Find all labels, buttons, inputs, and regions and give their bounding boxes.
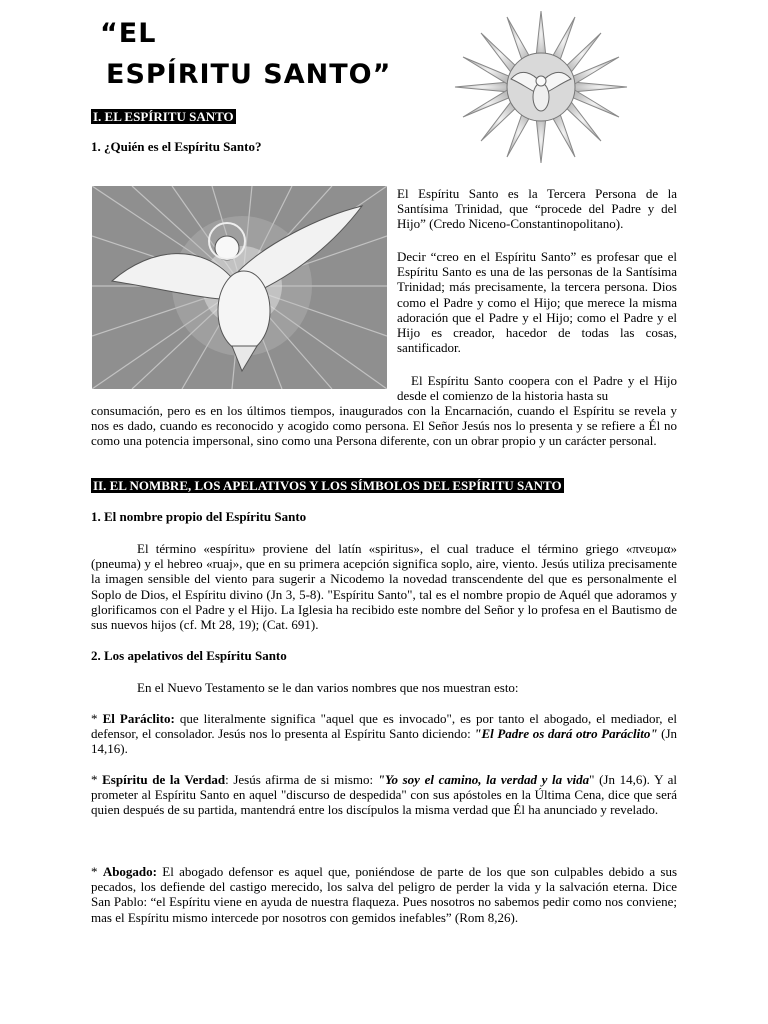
section-1-heading: I. EL ESPÍRITU SANTO [93, 109, 234, 124]
title-line-1: “EL [100, 18, 157, 49]
abogado-item [91, 864, 677, 925]
section-2-subheading-1: 1. El nombre propio del Espíritu Santo [91, 509, 307, 524]
abogado-bullet: * [91, 864, 103, 879]
section-1-question: 1. ¿Quién es el Espíritu Santo? [91, 139, 262, 154]
paraclito-text: que literalmente significa "aquel que es invocado", es por tanto el abogado, el mediador, el defensor, el consolador. Jesús nos lo presenta al Espíritu Santo diciendo: [91, 711, 677, 742]
abogado-text: El abogado defensor es aquel que, poniéndose de parte de los que son culpables debido a sus pecados, los defiende del castigo merecido, los salva del peligro de perder la vida y la salvación eterna. Dice San Pablo: “el Espíritu viene en ayuda de nuestra flaqueza. Pues nosotros no sabemos pedir como nos conviene; mas el Espíritu mismo intercede por nosotros con gemidos inefables” (Rom 8,26). [91, 864, 678, 925]
paraclito-term: El Paráclito: [102, 711, 175, 726]
verdad-item [91, 772, 677, 818]
verdad-text-2: " (Jn 14,6). Y al prometer al Espíritu Santo en aquel "discurso de despedida" con sus apóstoles en la Última Cena, dice que será quien después de su partida, mantendrá entre los discípulos la misma verdad que Él ha anunciado y revelado. [91, 772, 677, 818]
verdad-text-1: : Jesús afirma de si mismo: [225, 772, 378, 787]
dove-sculpture-image [450, 8, 632, 166]
document-title [100, 17, 440, 92]
section-1-paragraph-1: El Espíritu Santo es la Tercera Persona de la Santísima Trinidad, que “procede del Padre y del Hijo” (Credo Niceno-Constantinopolitano). [397, 186, 677, 232]
section-1-paragraph-3-continuation: consumación, pero es en los últimos tiempos, inaugurados con la Encarnación, cuando el Espíritu se revela y nos es dado, cuando es reconocido y acogido como persona. El Señor Jesús nos lo presenta y se refiere a Él no como una potencia impersonal, sino como una Persona diferente, con un obrar propio y un carácter personal. [91, 403, 677, 449]
verdad-term: Espíritu de la Verdad [102, 772, 226, 787]
paraclito-quote: "El Padre os dará otro Paráclito" [474, 726, 658, 742]
dove-painting-image [92, 186, 387, 389]
title-line-2: ESPÍRITU SANTO” [106, 59, 392, 90]
section-1-paragraph-3-start: El Espíritu Santo coopera con el Padre y el Hijo desde el comienzo de la historia hasta su [397, 373, 677, 404]
paraclito-bullet: * [91, 711, 103, 726]
paraclito-item [91, 711, 677, 757]
verdad-quote: "Yo soy el camino, la verdad y la vida [377, 772, 590, 787]
section-2-intro: En el Nuevo Testamento se le dan varios nombres que nos muestran esto: [137, 680, 519, 695]
section-2-subheading-2: 2. Los apelativos del Espíritu Santo [91, 648, 287, 663]
abogado-term: Abogado: [102, 864, 157, 879]
paraclito-ref: (Jn 14,16). [91, 726, 678, 757]
section-2-paragraph-1: El término «espíritu» proviene del latín «spiritus», el cual traduce el término griego «πνευμα» (pneuma) y el hebreo «ruaj», que en su primera acepción significa soplo, aire, viento. Jesús utiliza precisamente la imagen sensible del viento para sugerir a Nicodemo la novedad transcendente del que es personalmente el Soplo de Dios, el Espíritu divino (Jn 3, 5-8). "Espíritu Santo", tal es el nombre propio de Aquél que adoramos y glorificamos con el Padre y el Hijo. La Iglesia ha recibido este nombre del Señor y lo profesa en el Bautismo de sus nuevos hijos (cf. Mt 28, 19); (Cat. 691). [91, 541, 677, 633]
section-1-paragraph-2: Decir “creo en el Espíritu Santo” es profesar que el Espíritu Santo es una de las personas de la Santísima Trinidad; más precisamente, la tercera persona. Dios como el Padre y como el Hijo; que merece la misma adoración que el Padre y el Hijo; como el Padre y el Hijo es creador, hacedor de todas las cosas, santificador. [397, 249, 677, 356]
section-2-heading: II. EL NOMBRE, LOS APELATIVOS Y LOS SÍMBOLOS DEL ESPÍRITU SANTO [93, 478, 562, 493]
verdad-bullet: * [91, 772, 103, 787]
